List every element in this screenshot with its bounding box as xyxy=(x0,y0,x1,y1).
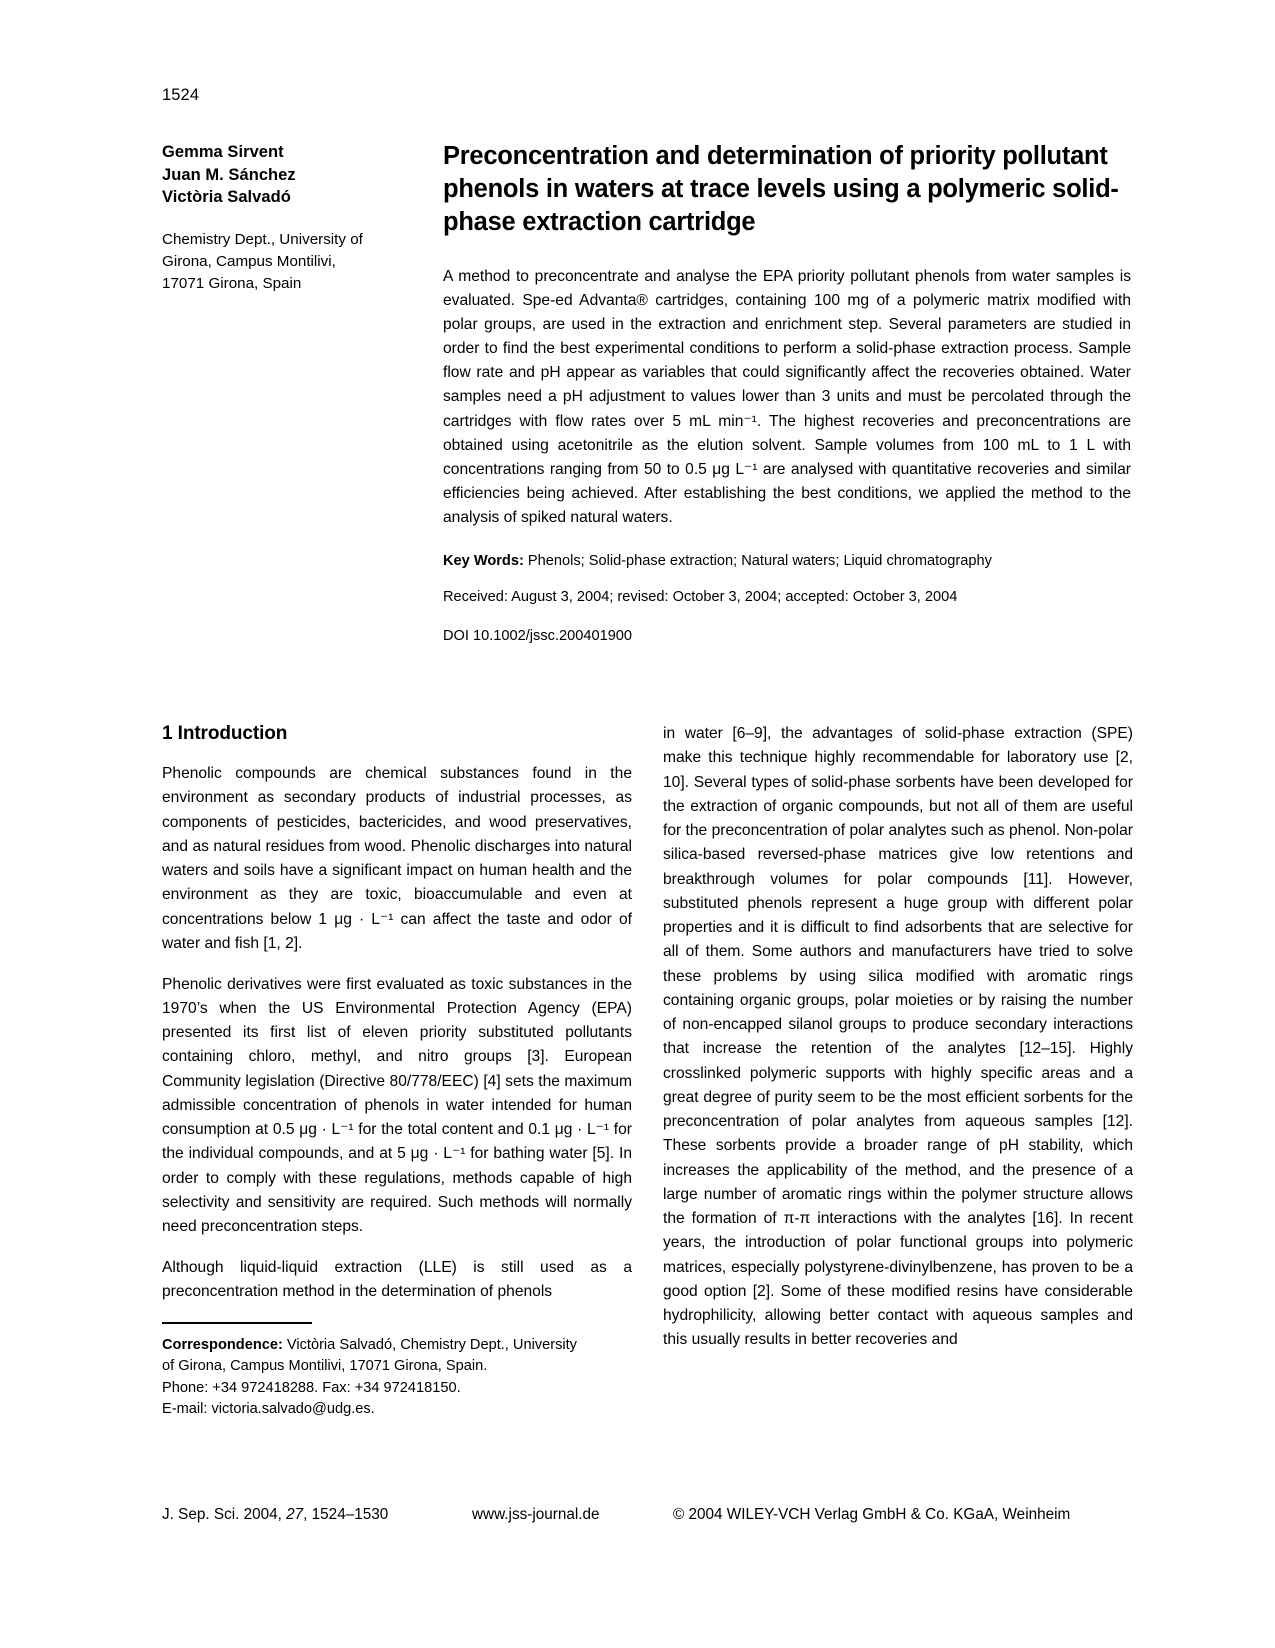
correspondence-footnote xyxy=(162,1322,632,1421)
abstract-text: A method to preconcentrate and analyse the EPA priority pollutant phenols from water samples is evaluated. Spe-ed Advanta® cartridges, containing 100 mg of a polymeric matrix modified with polar groups, are used in the extraction and enrichment step. Several parameters are studied in order to find the best experimental conditions to perform a solid-phase extraction process. Sample flow rate and pH appear as variables that could significantly affect the recoveries obtained. Water samples need a pH adjustment to values lower than 3 units and must be percolated through the cartridges with flow rates over 5 mL min⁻¹. The highest recoveries and preconcentrations are obtained using acetonitrile as the elution solvent. Sample volumes from 100 mL to 1 L with concentrations ranging from 50 to 0.5 μg L⁻¹ are analysed with quantitative recoveries and similar efficiencies being achieved. After establishing the best conditions, we applied the method to the analysis of spiked natural waters. xyxy=(443,268,1131,526)
page-number: 1524 xyxy=(162,86,200,104)
section-heading-introduction: 1 Introduction xyxy=(162,723,288,744)
paragraph: Phenolic derivatives were first evaluated as toxic substances in the 1970’s when the US Environmental Protection Agency (EPA) presented its first list of eleven priority substituted pollutants containing chloro, methyl, and nitro groups [3]. European Community legislation (Directive 80/778/EEC) [4] sets the maximum admissible concentration of phenols in water intended for human consumption at 0.5 μg · L⁻¹ for the total content and 0.1 μg · L⁻¹ for the individual compounds, and at 5 μg · L⁻¹ for bathing water [5]. In order to comply with these regulations, methods capable of high selectivity and sensitivity are required. Such methods will normally need preconcentration steps. xyxy=(162,975,632,1235)
keywords-value: Phenols; Solid-phase extraction; Natural waters; Liquid chromatography xyxy=(527,553,992,570)
body-column-left xyxy=(162,722,632,1304)
affiliation-block xyxy=(162,229,424,295)
correspondence-label: Correspondence: xyxy=(162,1337,283,1353)
correspondence-text xyxy=(162,1335,632,1421)
paragraph: Although liquid-liquid extraction (LLE) is still used as a preconcentration method in the determination of phenols xyxy=(162,1258,632,1300)
footnote-divider xyxy=(162,1322,312,1324)
page-title: Preconcentration and determination of priority pollutant phenols in waters at trace levels using a polymeric solid-phase extraction cartridge xyxy=(443,142,1119,236)
author-name: Victòria Salvadó xyxy=(162,188,291,206)
keywords-label: Key Words: xyxy=(443,553,524,570)
article-header xyxy=(443,140,1131,646)
received-dates: Received: August 3, 2004; revised: October 3, 2004; accepted: October 3, 2004 xyxy=(443,589,958,606)
author-name: Juan M. Sánchez xyxy=(162,165,296,184)
footer-website[interactable]: www.jss-journal.de xyxy=(472,1506,600,1523)
paragraph: Phenolic compounds are chemical substances found in the environment as secondary products of industrial processes, as components of pesticides, bactericides, and wood preservatives, and as natural residues from wood. Phenolic discharges into natural waters and soils have a significant impact on human health and the environment as they are toxic, bioaccumulable and even at concentrations below 1 μg · L⁻¹ can affect the taste and odor of water and fish [1, 2]. xyxy=(162,765,632,952)
author-name: Gemma Sirvent xyxy=(162,143,284,161)
correspondence-phone: Phone: +34 972418288. Fax: +34 972418150. xyxy=(162,1379,461,1396)
footer-copyright: © 2004 WILEY-VCH Verlag GmbH & Co. KGaA, Weinheim xyxy=(673,1506,1071,1523)
keywords xyxy=(443,551,1131,571)
doi: DOI 10.1002/jssc.200401900 xyxy=(443,628,633,645)
footer-journal-prefix: J. Sep. Sci. 2004, xyxy=(162,1506,287,1523)
affiliation-line: Chemistry Dept., University of xyxy=(162,230,363,248)
affiliation-line: 17071 Girona, Spain xyxy=(162,274,302,292)
body-column-right xyxy=(663,722,1133,1353)
footer-journal-volume: 27 xyxy=(286,1506,304,1523)
correspondence-email[interactable]: E-mail: victoria.salvado@udg.es. xyxy=(162,1401,375,1418)
affiliation-line: Girona, Campus Montilivi, xyxy=(162,252,336,270)
footer-citation xyxy=(162,1506,388,1524)
paragraph: in water [6–9], the advantages of solid-phase extraction (SPE) make this technique highly recommendable for laboratory use [2, 10]. Several types of solid-phase sorbents have been developed for the extraction of organic compounds, but not all of them are useful for the preconcentration of polar analytes such as phenol. Non-polar silica-based reversed-phase matrices give low retentions and breakthrough volumes for polar compounds [11]. However, substituted phenols represent a huge group with different polar properties and it is difficult to find adsorbents that are selective for all of them. Some authors and manufacturers have tried to solve these problems by using silica modified with aromatic rings containing organic groups, polar moieties or by raising the number of non-encapped silanol groups to produce secondary interactions that increase the retention of the analytes [12–15]. Highly crosslinked polymeric supports with highly specific areas and a great degree of purity seem to be the most efficient sorbents for the preconcentration of polar analytes from aqueous samples [12]. These sorbents provide a broader range of pH stability, which increases the applicability of the method, and the presence of a large number of aromatic rings within the polymer structure allows the formation of π-π interactions with the analytes [16]. In recent years, the introduction of polar functional groups into polymeric matrices, especially polystyrene-divinylbenzene, has proven to be a good option [2]. Some of these modified resins have considerable hydrophilicity, allowing better contact with aqueous samples and this usually results in better recoveries and xyxy=(663,725,1133,1349)
correspondence-line: of Girona, Campus Montilivi, 17071 Girona, Spain. xyxy=(162,1358,488,1375)
abstract xyxy=(443,265,1131,530)
footer-journal-pages: , 1524–1530 xyxy=(303,1506,389,1523)
author-block xyxy=(162,141,424,295)
correspondence-line: Victòria Salvadó, Chemistry Dept., University xyxy=(286,1337,577,1353)
